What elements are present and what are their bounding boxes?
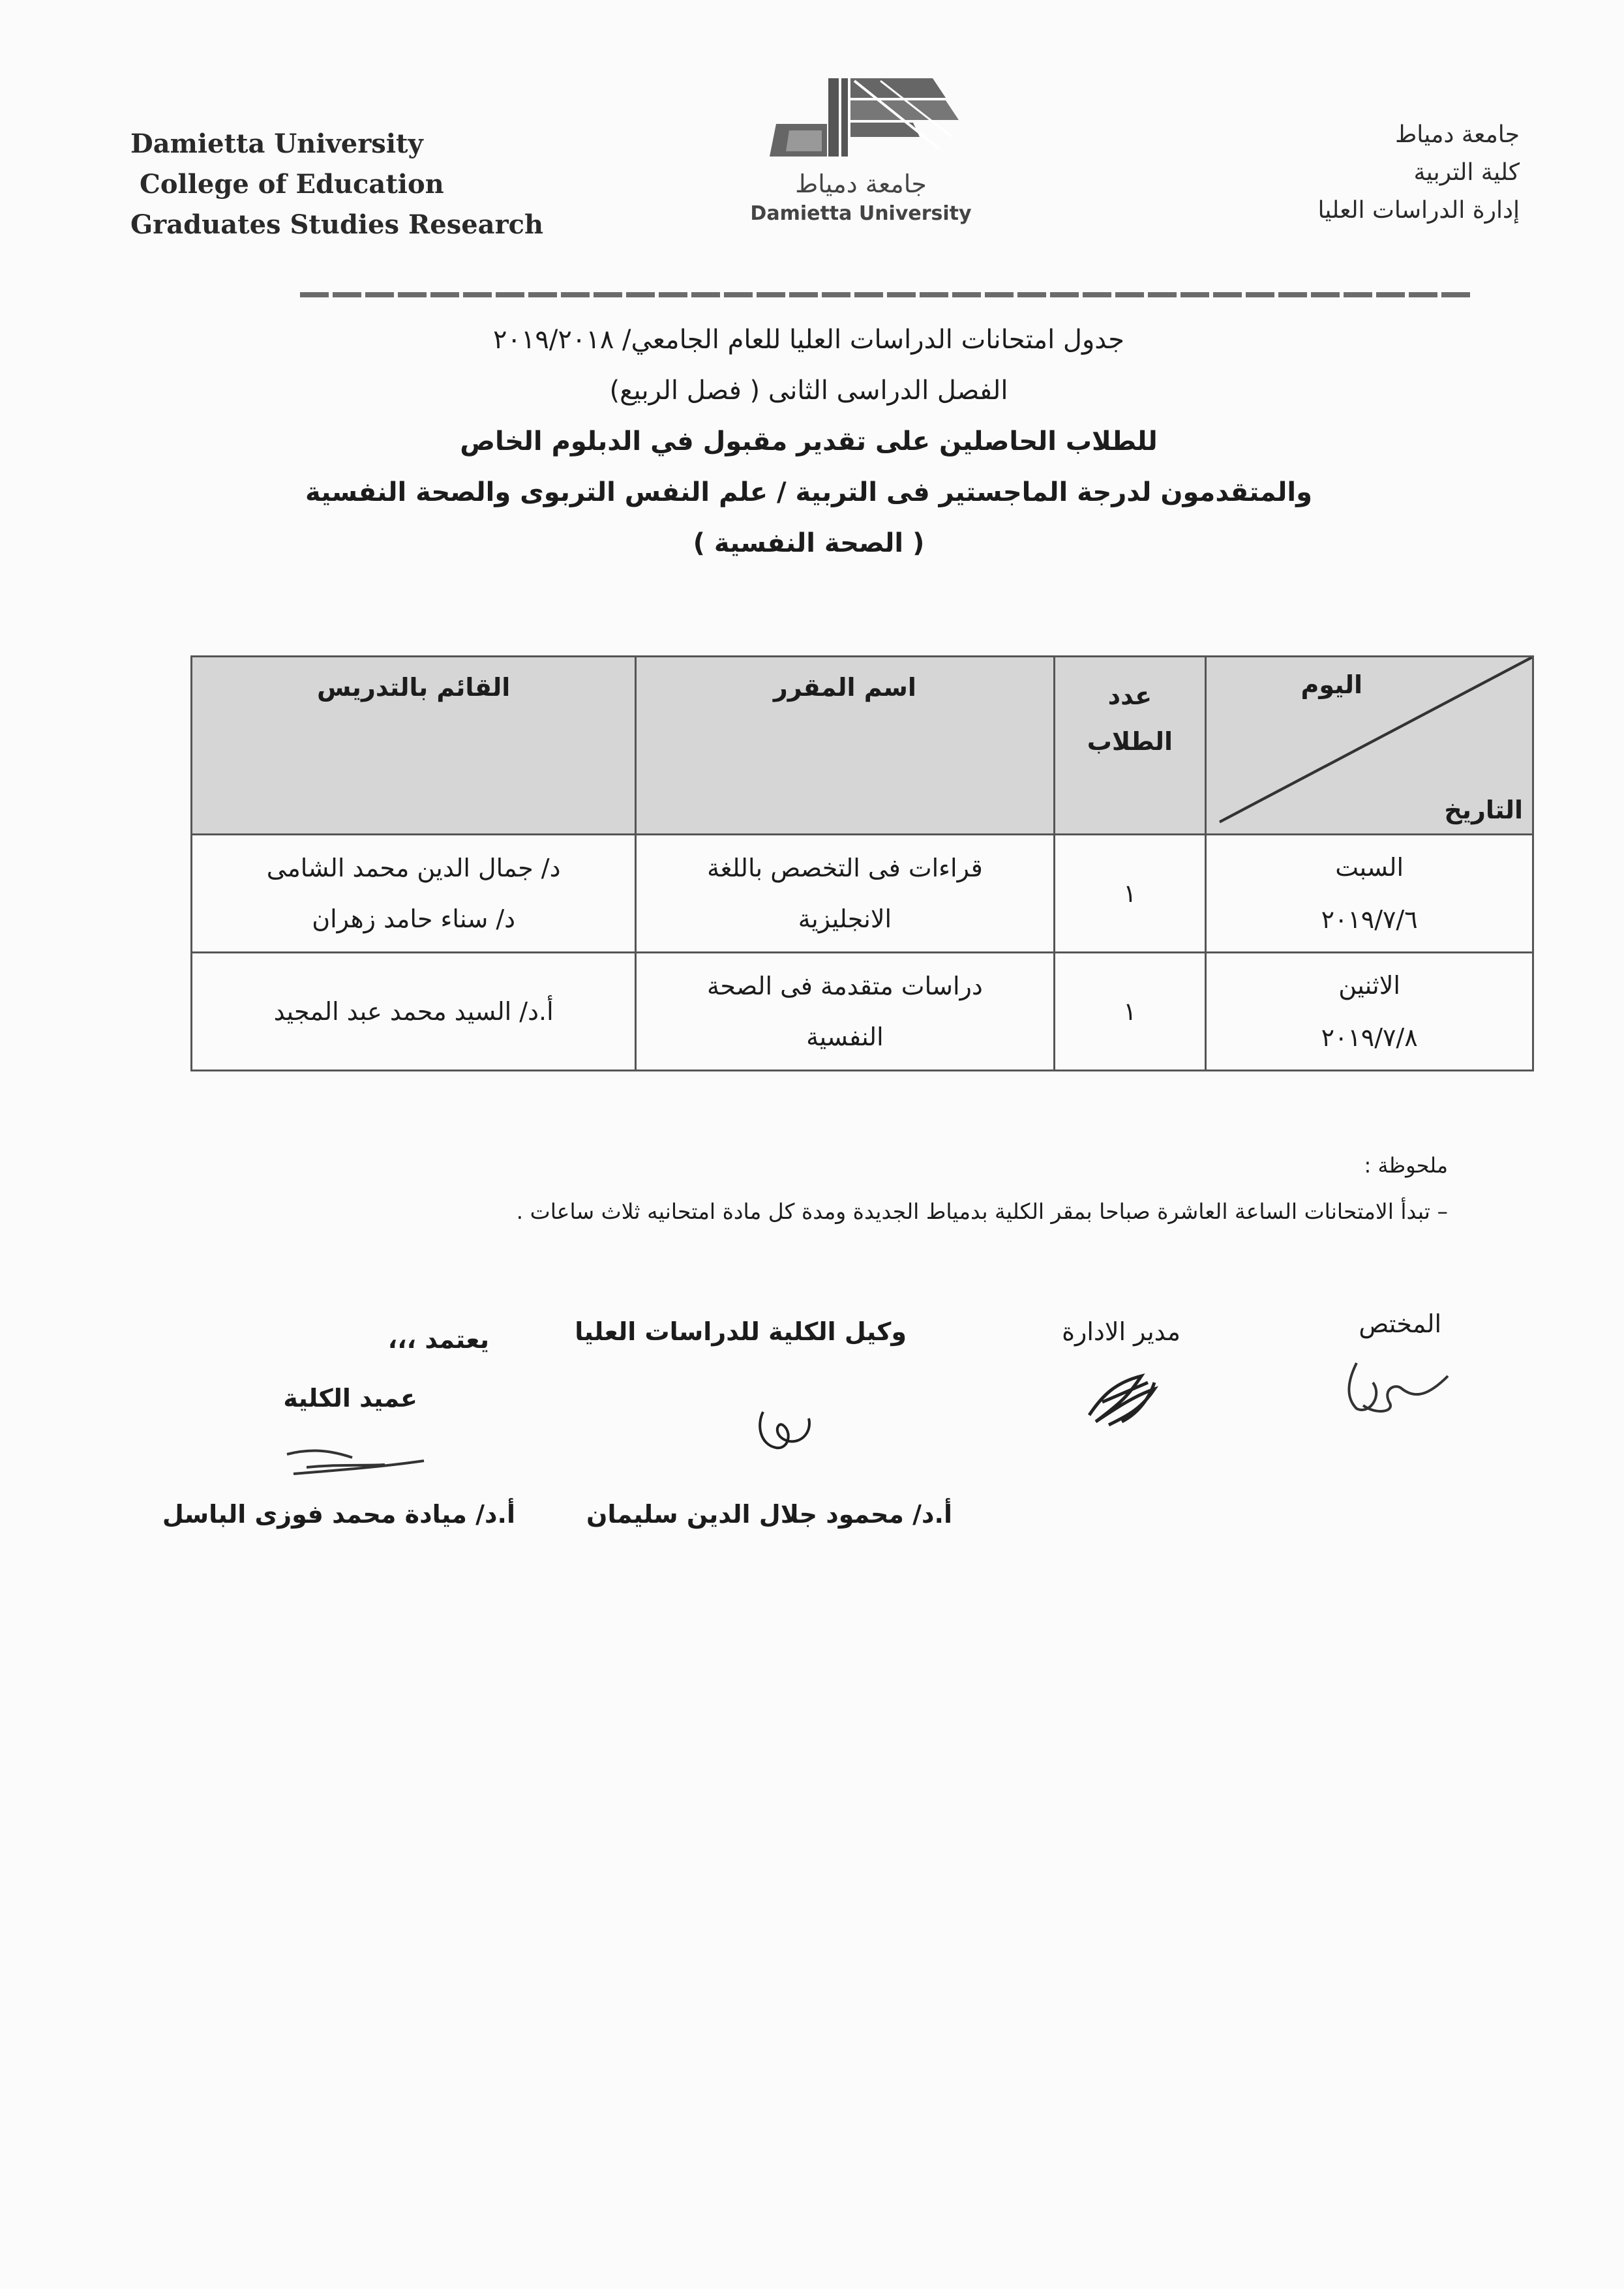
- sig-specialist-title: المختص: [1359, 1309, 1441, 1338]
- row-teacher-line1: د/ جمال الدين محمد الشامى: [266, 854, 561, 882]
- row-course-line1: دراسات متقدمة فى الصحة: [707, 972, 983, 1000]
- header-day: اليوم: [1301, 670, 1362, 699]
- row-course-line2: النفسية: [806, 1023, 884, 1051]
- row-count: ١: [1054, 835, 1206, 953]
- header-course: اسم المقرر: [636, 657, 1054, 835]
- row-course: [636, 835, 1054, 953]
- header-count-line2: الطلاب: [1087, 727, 1173, 756]
- logo-text-arabic: جامعة دمياط: [795, 170, 927, 198]
- row-date: ٢٠١٩/٧/٨: [1321, 1023, 1418, 1052]
- university-name-ar: جامعة دمياط: [1394, 121, 1520, 148]
- row-day: السبت: [1335, 853, 1404, 882]
- header-day-date: [1206, 657, 1533, 835]
- header-teacher: القائم بالتدريس: [192, 657, 636, 835]
- row-teacher-line2: د/ سناء حامد زهران: [312, 905, 516, 933]
- table-row: [192, 835, 1533, 953]
- document-titles: [196, 314, 1422, 569]
- table-row: [192, 953, 1533, 1071]
- admin-manager-signature-icon: [1076, 1356, 1167, 1435]
- header-arabic: [1194, 116, 1520, 230]
- row-count: ١: [1054, 953, 1206, 1071]
- title-students: للطلاب الحاصلين على تقدير مقبول في الدبلوم الخاص: [460, 426, 1158, 456]
- note-label: ملحوظة :: [1364, 1153, 1448, 1178]
- header-count-line1: عدد: [1107, 681, 1152, 710]
- row-course: [636, 953, 1054, 1071]
- sig-vice-dean-name: أ.د/ محمود جلال الدين سليمان: [586, 1500, 952, 1529]
- logo-emblem-icon: [750, 72, 972, 170]
- header-english: [130, 124, 600, 245]
- university-logo: [750, 72, 972, 228]
- row-date: ٢٠١٩/٧/٦: [1321, 905, 1418, 934]
- row-day-date: [1206, 953, 1533, 1071]
- table-header-row: [192, 657, 1533, 835]
- sig-dean-name: أ.د/ ميادة محمد فوزى الباسل: [162, 1500, 515, 1529]
- header-date: التاريخ: [1444, 796, 1523, 824]
- dean-signature-icon: [280, 1441, 430, 1487]
- logo-text-english: Damietta University: [750, 202, 972, 225]
- row-teacher-line1: أ.د/ السيد محمد عبد المجيد: [273, 997, 554, 1026]
- specialist-signature-icon: [1337, 1350, 1454, 1428]
- sig-admin-manager-title: مدير الادارة: [1062, 1317, 1180, 1346]
- header-divider: [300, 292, 1474, 297]
- title-program: والمتقدمون لدرجة الماجستير فى التربية / علم النفس التربوى والصحة النفسية: [305, 477, 1312, 507]
- row-day: الاثنين: [1338, 971, 1400, 1000]
- title-specialization: ( الصحة النفسية ): [693, 528, 925, 558]
- university-name-en: Damietta University: [130, 128, 423, 159]
- row-course-line1: قراءات فى التخصص باللغة: [707, 854, 983, 882]
- title-semester: الفصل الدراسى الثانى ( فصل الربيع): [609, 376, 1008, 406]
- sig-approved-label: يعتمد ،،،: [387, 1325, 489, 1354]
- title-exam-schedule: جدول امتحانات الدراسات العليا للعام الجامعي/ ٢٠١٩/٢٠١٨: [492, 325, 1125, 355]
- row-teacher: [192, 835, 636, 953]
- vice-dean-signature-icon: [750, 1399, 822, 1458]
- exam-schedule-table: [190, 655, 1534, 1071]
- header-student-count: [1054, 657, 1206, 835]
- college-name-en: College of Education: [140, 169, 444, 200]
- row-teacher: [192, 953, 636, 1071]
- sig-vice-dean-title: وكيل الكلية للدراسات العليا: [575, 1317, 907, 1346]
- college-name-ar: كلية التربية: [1413, 159, 1520, 186]
- row-course-line2: الانجليزية: [798, 905, 892, 933]
- department-name-en: Graduates Studies Research: [130, 209, 544, 240]
- sig-dean-title: عميد الكلية: [283, 1384, 417, 1413]
- note-text: – تبدأ الامتحانات الساعة العاشرة صباحا بمقر الكلية بدمياط الجديدة ومدة كل مادة امتحانيه ثلاث ساعات .: [516, 1199, 1448, 1224]
- department-name-ar: إدارة الدراسات العليا: [1317, 197, 1520, 224]
- row-day-date: [1206, 835, 1533, 953]
